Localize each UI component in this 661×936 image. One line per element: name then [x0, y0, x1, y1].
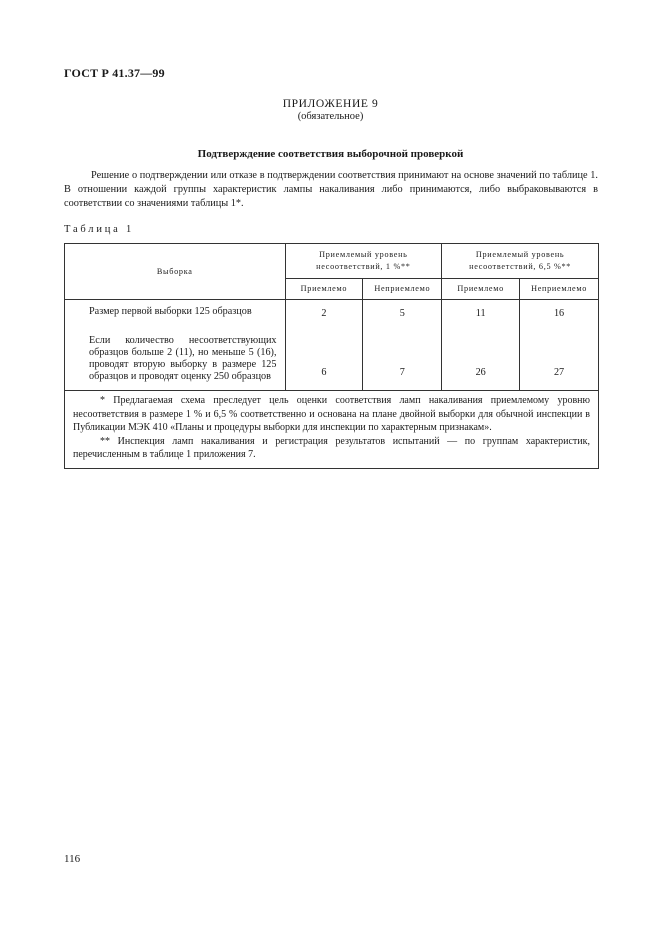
- header-sample: Выборка: [65, 244, 286, 300]
- second-accept-6-5pct: 26: [475, 367, 486, 378]
- section-heading: Подтверждение соответствия выборочной проверкой: [197, 148, 464, 160]
- table-header-row: [65, 244, 599, 279]
- table-notes-row: [65, 391, 599, 469]
- header-accept-1: Приемлемо: [285, 279, 363, 300]
- first-accept-1pct: 2: [321, 308, 327, 319]
- header-group-1pct: Приемлемый уровень несоответствий, 1 %**: [285, 244, 442, 279]
- footnote-1: * Предлагаемая схема преследует цель оценки соответствия ламп накаливания приемлемому уровню несоответствия в размере 1 % и 6,5 % соответственно и основана на плане двойной выборки для обычной инспекции в Публикации МЭК 410 «Планы и процедуры выборки для инспекции по характерным признакам».: [73, 395, 590, 433]
- intro-text: Решение о подтверждении или отказе в подтверждении соответствия принимают на основе значений по таблице 1. В отношении каждой группы характеристик лампы накаливания либо принимаются, либо выбраковываются в соответствии со значениями таблицы 1*.: [64, 170, 598, 209]
- first-reject-1pct: 5: [399, 308, 405, 319]
- sampling-table: [64, 243, 599, 469]
- annex-title: ПРИЛОЖЕНИЕ 9: [282, 98, 379, 110]
- header-reject-1: Неприемлемо: [363, 279, 442, 300]
- footnote-2: ** Инспекция ламп накаливания и регистрация результатов испытаний — по группам характеристик, перечисленным в таблице 1 приложения 7.: [73, 435, 590, 460]
- page-number: 116: [64, 853, 81, 865]
- document-id: ГОСТ Р 41.37—99: [64, 66, 165, 80]
- first-sample-label: Размер первой выборки 125 образцов: [89, 306, 252, 317]
- accept-1pct-cell: [285, 300, 363, 391]
- table-notes: [65, 391, 599, 469]
- header-reject-2: Неприемлемо: [520, 279, 599, 300]
- sample-description-cell: [65, 300, 286, 391]
- second-reject-1pct: 7: [399, 367, 405, 378]
- annex-subtitle: (обязательное): [297, 111, 364, 122]
- reject-1pct-cell: [363, 300, 442, 391]
- first-accept-6-5pct: 11: [475, 308, 486, 319]
- header-accept-2: Приемлемо: [442, 279, 520, 300]
- first-reject-6-5pct: 16: [553, 308, 565, 319]
- table-caption: Таблица 1: [64, 224, 135, 235]
- accept-6-5pct-cell: [442, 300, 520, 391]
- second-accept-1pct: 6: [321, 367, 327, 378]
- reject-6-5pct-cell: [520, 300, 599, 391]
- intro-paragraph: [64, 169, 598, 211]
- second-reject-6-5pct: 27: [553, 367, 565, 378]
- header-group-6-5pct: Приемлемый уровень несоответствий, 6,5 %**: [442, 244, 599, 279]
- second-sample-label: Если количество несоответствующих образцов больше 2 (11), но меньше 5 (16), проводят вторую выборку в размере 125 образцов и проводят оценку 250 образцов: [89, 335, 277, 382]
- table-row: [65, 300, 599, 391]
